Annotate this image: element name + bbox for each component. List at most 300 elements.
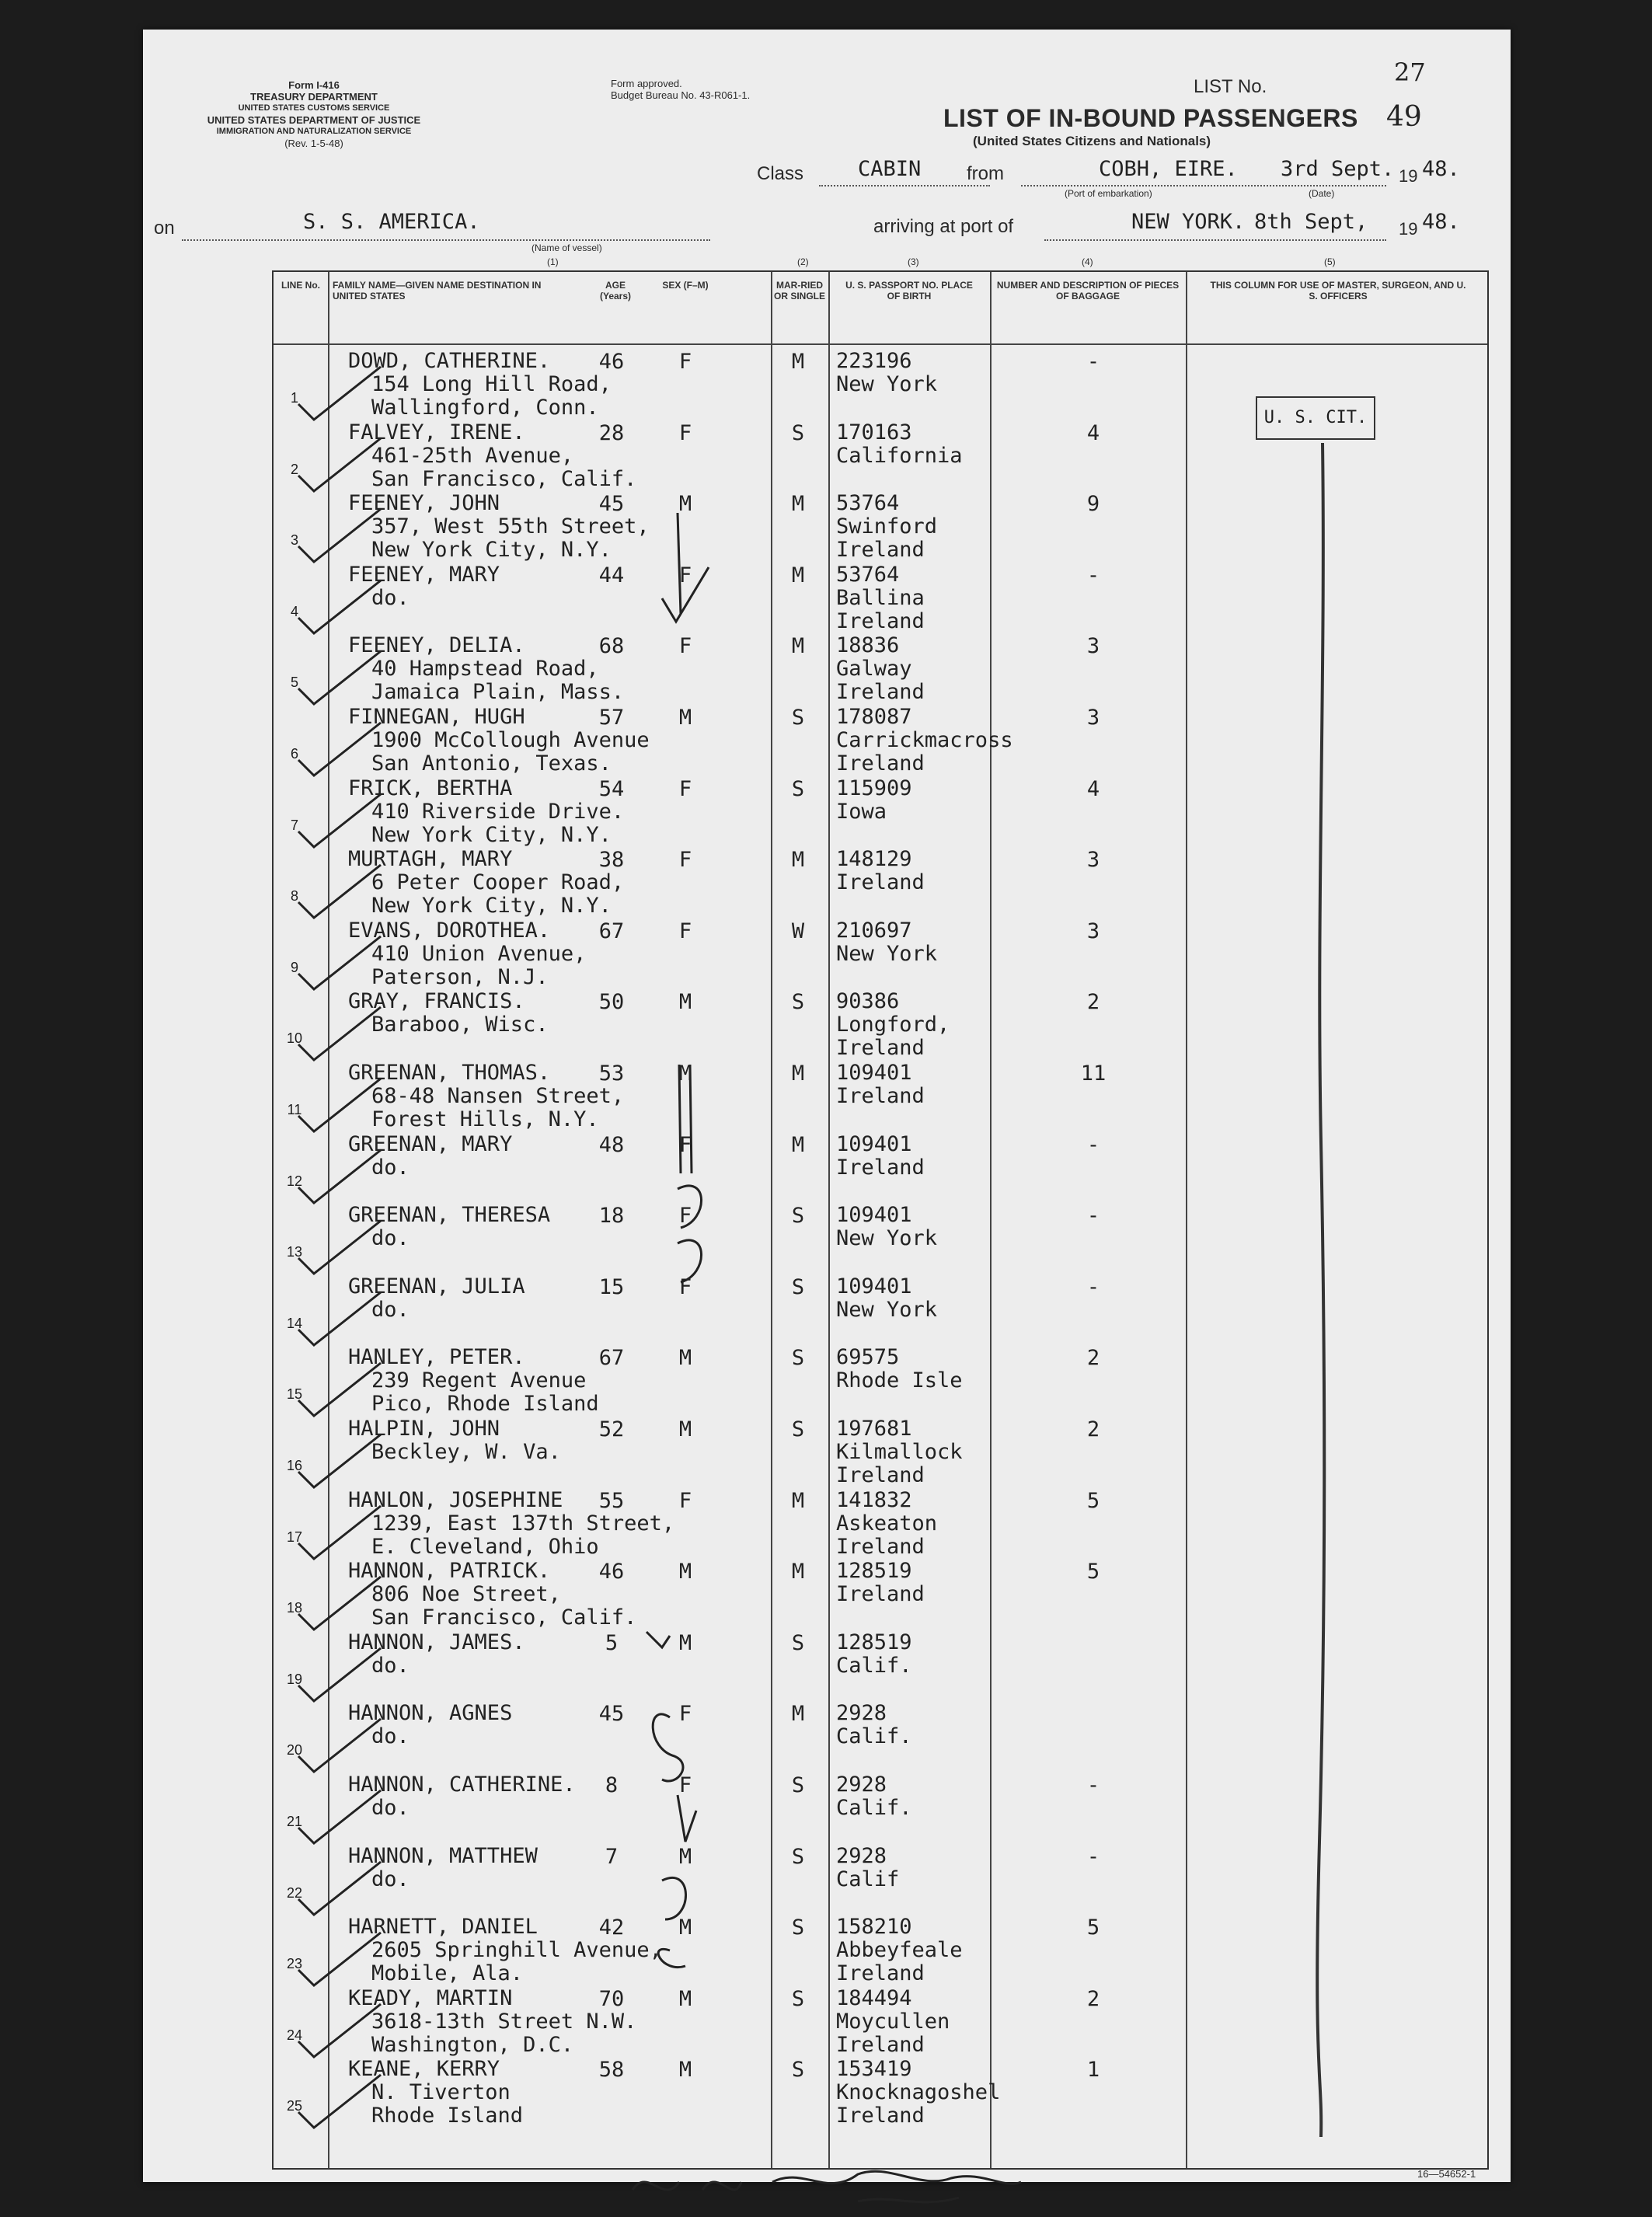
date-caption: (Date) xyxy=(1309,188,1335,199)
birthplace-line2: Ireland xyxy=(836,1036,925,1061)
passport-number: 53764 xyxy=(836,562,900,587)
passenger-entry xyxy=(348,848,624,918)
check-mark xyxy=(294,1998,387,2060)
passport-info xyxy=(836,634,925,704)
col-num-5: (5) xyxy=(1324,256,1336,267)
col-num-1: (1) xyxy=(547,256,559,267)
passenger-marital: M xyxy=(791,1061,805,1086)
handwritten-annotations xyxy=(615,505,771,1982)
passenger-sex: F xyxy=(678,1702,692,1727)
baggage-count: 2 xyxy=(1086,1417,1100,1441)
line-number: 7 xyxy=(290,817,298,833)
passenger-age: 42 xyxy=(598,1915,625,1940)
passenger-sex: F xyxy=(678,1274,692,1299)
passenger-address-line1: do. xyxy=(371,1297,410,1322)
col-header-married: MAR-RIED OR SINGLE xyxy=(774,280,826,302)
birthplace-line2: Ireland xyxy=(836,680,925,705)
birthplace-line2: Ireland xyxy=(836,1582,925,1607)
departure-year: 48. xyxy=(1422,157,1460,181)
passenger-name: HANNON, CATHERINE. xyxy=(348,1773,576,1797)
line-number: 14 xyxy=(286,1315,303,1331)
birthplace-line1: Swinford xyxy=(836,514,938,539)
passenger-age: 50 xyxy=(598,990,625,1015)
passenger-sex: F xyxy=(678,1488,692,1513)
passenger-sex: F xyxy=(678,634,692,659)
passenger-sex: M xyxy=(678,1915,692,1940)
birthplace-line1: Calif xyxy=(836,1867,900,1891)
form-number: Form I-416 xyxy=(288,79,340,91)
birthplace-line1: Askeaton xyxy=(836,1511,938,1536)
embark-caption: (Port of embarkation) xyxy=(1065,188,1152,199)
passport-info xyxy=(836,919,937,966)
passenger-marital: S xyxy=(791,1417,805,1441)
passport-info xyxy=(836,1773,912,1820)
passenger-address-line1: do. xyxy=(371,1653,410,1678)
birthplace-line2: Ireland xyxy=(836,1961,925,1986)
passenger-address-line2: Rhode Island xyxy=(371,2104,524,2128)
passenger-age: 70 xyxy=(598,1986,625,2011)
birthplace-line1: California xyxy=(836,443,963,468)
passenger-address-line2: Washington, D.C. xyxy=(371,2032,574,2057)
embark-port: COBH, EIRE. xyxy=(1099,157,1238,181)
line-number: 17 xyxy=(286,1529,303,1545)
col-header-passport: U. S. PASSPORT NO. PLACE OF BIRTH xyxy=(845,280,973,302)
passport-info xyxy=(836,1346,963,1393)
birthplace-line2: Ireland xyxy=(836,538,925,563)
passenger-address-line2: Mobile, Ala. xyxy=(371,1961,524,1986)
vessel-name: S. S. AMERICA. xyxy=(303,210,480,234)
passenger-age: 67 xyxy=(598,1346,625,1371)
passenger-address-line2: San Francisco, Calif. xyxy=(371,466,637,491)
line-number: 20 xyxy=(286,1742,303,1759)
class-value: CABIN xyxy=(858,157,922,181)
col-header-age: AGE (Years) xyxy=(599,280,632,302)
passport-number: 2928 xyxy=(836,1701,887,1726)
citizen-stamp: U. S. CIT. xyxy=(1256,396,1375,440)
passenger-name: HANNON, AGNES xyxy=(348,1701,513,1726)
line-number: 6 xyxy=(290,746,298,762)
passport-number: 158210 xyxy=(836,1915,912,1940)
baggage-count: 11 xyxy=(1080,1061,1107,1086)
passenger-sex: M xyxy=(678,990,692,1015)
check-mark xyxy=(294,1286,387,1348)
passenger-sex: M xyxy=(678,1560,692,1584)
passenger-address-line2: Pico, Rhode Island xyxy=(371,1392,599,1417)
passport-info xyxy=(836,990,950,1060)
passenger-sex: F xyxy=(678,350,692,374)
passport-number: 148129 xyxy=(836,847,912,872)
baggage-count: 4 xyxy=(1086,776,1100,801)
passport-info xyxy=(836,1845,899,1891)
passenger-name: KEANE, KERRY xyxy=(348,2057,500,2082)
passenger-age: 46 xyxy=(598,350,625,374)
class-label: Class xyxy=(757,163,804,184)
passport-info xyxy=(836,1987,950,2057)
passenger-marital: M xyxy=(791,492,805,517)
vessel-caption: (Name of vessel) xyxy=(531,242,602,253)
dept-customs: UNITED STATES CUSTOMS SERVICE xyxy=(238,103,390,113)
birthplace-line1: New York xyxy=(836,941,938,966)
arrival-date: 8th Sept, xyxy=(1254,210,1368,234)
passenger-address-line1: 68-48 Nansen Street, xyxy=(371,1084,625,1108)
dept-treasury: TREASURY DEPARTMENT xyxy=(250,91,378,103)
passenger-name: KEADY, MARTIN xyxy=(348,1985,513,2010)
passenger-sex: F xyxy=(678,1204,692,1229)
page-number: 27 xyxy=(1394,58,1426,87)
passenger-marital: S xyxy=(791,990,805,1015)
check-mark xyxy=(294,788,387,850)
passenger-marital: S xyxy=(791,1274,805,1299)
passenger-sex: F xyxy=(678,1773,692,1797)
baggage-count: - xyxy=(1086,1204,1100,1229)
birthplace-line1: Rhode Isle xyxy=(836,1368,963,1393)
birthplace-line1: New York xyxy=(836,372,938,396)
passenger-sex: F xyxy=(678,563,692,587)
col-num-2: (2) xyxy=(797,256,809,267)
passenger-marital: W xyxy=(791,919,805,943)
passenger-age: 57 xyxy=(598,706,625,730)
birthplace-line2: Ireland xyxy=(836,751,925,776)
line-number: 9 xyxy=(290,959,298,975)
passport-number: 210697 xyxy=(836,918,912,943)
passenger-address-line1: 239 Regent Avenue xyxy=(371,1368,587,1393)
passenger-entry xyxy=(348,350,612,420)
passenger-name: HANNON, JAMES. xyxy=(348,1630,525,1654)
passenger-marital: M xyxy=(791,634,805,659)
passenger-age: 45 xyxy=(598,1702,625,1727)
passenger-address-line1: N. Tiverton xyxy=(371,2080,511,2105)
line-number: 19 xyxy=(286,1671,303,1687)
form-header-left xyxy=(190,79,438,149)
passenger-sex: M xyxy=(678,1346,692,1371)
col-header-line: LINE No. xyxy=(281,280,320,291)
birthplace-line2: Ireland xyxy=(836,1084,925,1108)
passenger-age: 58 xyxy=(598,2058,625,2083)
passenger-age: 55 xyxy=(598,1488,625,1513)
baggage-count: 5 xyxy=(1086,1488,1100,1513)
birthplace-line2: Ireland xyxy=(836,870,925,895)
birthplace-line1: Carrickmacross xyxy=(836,728,1013,752)
passenger-marital: S xyxy=(791,776,805,801)
passport-info xyxy=(836,1061,925,1108)
birthplace-line1: New York xyxy=(836,1297,938,1322)
passenger-marital: M xyxy=(791,350,805,374)
line-number: 25 xyxy=(286,2098,303,2114)
passenger-name: EVANS, DOROTHEA. xyxy=(348,918,551,943)
baggage-count: 3 xyxy=(1086,919,1100,943)
baggage-count: - xyxy=(1086,563,1100,587)
passenger-address-line1: do. xyxy=(371,1155,410,1180)
dept-ins: IMMIGRATION AND NATURALIZATION SERVICE xyxy=(216,127,412,136)
passenger-address-line1: Beckley, W. Va. xyxy=(371,1440,561,1464)
passport-number: 109401 xyxy=(836,1061,912,1085)
passenger-name: FALVEY, IRENE. xyxy=(348,420,525,444)
passenger-age: 28 xyxy=(598,420,625,445)
check-mark xyxy=(294,645,387,707)
passenger-name: GREENAN, JULIA xyxy=(348,1274,525,1298)
manifest-page xyxy=(143,30,1511,2182)
baggage-count: - xyxy=(1086,1844,1100,1869)
passenger-marital: S xyxy=(791,2058,805,2083)
passenger-address-line1: 154 Long Hill Road, xyxy=(371,372,612,396)
baggage-count: 2 xyxy=(1086,1986,1100,2011)
passenger-name: GREENAN, THOMAS. xyxy=(348,1061,551,1085)
line-number: 21 xyxy=(286,1814,303,1829)
line-number: 18 xyxy=(286,1600,303,1616)
passenger-address-line1: 6 Peter Cooper Road, xyxy=(371,870,625,895)
col-header-officers: THIS COLUMN FOR USE OF MASTER, SURGEON, AND U. S. OFFICERS xyxy=(1210,280,1466,302)
passenger-marital: S xyxy=(791,1630,805,1655)
passport-number: 69575 xyxy=(836,1345,900,1370)
passport-number: 184494 xyxy=(836,1985,912,2010)
birthplace-line1: Knocknagoshel xyxy=(836,2080,1001,2105)
passenger-sex: M xyxy=(678,2058,692,2083)
approved-text: Form approved. xyxy=(611,78,682,89)
passenger-marital: S xyxy=(791,1844,805,1869)
line-number: 13 xyxy=(286,1244,303,1260)
baggage-count: 1 xyxy=(1086,2058,1100,2083)
passenger-name: FINNEGAN, HUGH xyxy=(348,705,525,729)
birthplace-line2: Ireland xyxy=(836,1463,925,1487)
passport-info xyxy=(836,1133,925,1180)
check-mark xyxy=(294,1357,387,1419)
baggage-count: 9 xyxy=(1086,492,1100,517)
passenger-address-line1: do. xyxy=(371,1226,410,1251)
check-mark xyxy=(294,503,387,565)
col-header-sex: SEX (F–M) xyxy=(662,280,709,291)
passenger-age: 5 xyxy=(605,1630,619,1655)
passenger-marital: M xyxy=(791,848,805,873)
passenger-marital: M xyxy=(791,1488,805,1513)
passport-info xyxy=(836,848,925,894)
passport-number: 115909 xyxy=(836,776,912,800)
passport-number: 109401 xyxy=(836,1131,912,1156)
line-number: 4 xyxy=(290,603,298,619)
passenger-sex: M xyxy=(678,1986,692,2011)
check-mark xyxy=(294,716,387,779)
passenger-marital: S xyxy=(791,1773,805,1797)
passenger-entry xyxy=(348,1061,624,1131)
passenger-name: HALPIN, JOHN xyxy=(348,1417,500,1441)
passenger-sex: F xyxy=(678,420,692,445)
passenger-sex: M xyxy=(678,1061,692,1086)
check-mark xyxy=(294,361,387,423)
date-year-prefix: 19 xyxy=(1399,166,1418,186)
passport-info xyxy=(836,1915,963,1985)
check-mark xyxy=(294,2069,387,2131)
departure-date: 3rd Sept. xyxy=(1281,157,1395,181)
baggage-count: - xyxy=(1086,1274,1100,1299)
passenger-age: 38 xyxy=(598,848,625,873)
birthplace-line1: Iowa xyxy=(836,799,887,824)
passenger-sex: F xyxy=(678,919,692,943)
check-mark xyxy=(294,1570,387,1633)
passenger-sex: M xyxy=(678,1630,692,1655)
col-num-3: (3) xyxy=(908,256,919,267)
passport-number: 170163 xyxy=(836,420,912,444)
birthplace-line1: Calif. xyxy=(836,1724,912,1749)
check-mark xyxy=(294,1144,387,1206)
line-number: 24 xyxy=(286,2027,303,2043)
revision: (Rev. 1-5-48) xyxy=(284,138,343,149)
passenger-entry xyxy=(348,634,624,704)
passenger-address-line2: Forest Hills, N.Y. xyxy=(371,1107,599,1131)
baggage-count: 3 xyxy=(1086,634,1100,659)
passenger-address-line1: do. xyxy=(371,1867,410,1891)
arrival-year: 48. xyxy=(1422,210,1460,234)
passenger-sex: M xyxy=(678,1844,692,1869)
baggage-count: 2 xyxy=(1086,1346,1100,1371)
list-no-label: LIST No. xyxy=(1194,76,1267,97)
dept-justice: UNITED STATES DEPARTMENT OF JUSTICE xyxy=(207,114,421,126)
line-number: 15 xyxy=(286,1386,303,1403)
passenger-sex: M xyxy=(678,1417,692,1441)
form-approval xyxy=(611,78,750,101)
passenger-marital: M xyxy=(791,563,805,587)
passenger-name: GREENAN, MARY xyxy=(348,1131,513,1156)
passenger-name: FEENEY, MARY xyxy=(348,562,500,587)
line-number: 10 xyxy=(286,1030,303,1047)
passenger-address-line2: Paterson, N.J. xyxy=(371,964,549,989)
passport-info xyxy=(836,706,1013,776)
baggage-count: - xyxy=(1086,1773,1100,1797)
birthplace-line1: Kilmallock xyxy=(836,1440,963,1464)
passport-number: 2928 xyxy=(836,1773,887,1797)
passenger-address-line1: 1900 McCollough Avenue xyxy=(371,728,650,752)
arrival-year-prefix: 19 xyxy=(1399,219,1418,239)
passenger-address-line2: Wallingford, Conn. xyxy=(371,396,599,420)
passenger-age: 15 xyxy=(598,1274,625,1299)
arriving-label: arriving at port of xyxy=(873,216,1014,237)
passenger-name: MURTAGH, MARY xyxy=(348,847,513,872)
passenger-marital: S xyxy=(791,1346,805,1371)
passenger-name: HANLON, JOSEPHINE xyxy=(348,1487,563,1512)
passenger-sex: F xyxy=(678,848,692,873)
birthplace-line2: Ireland xyxy=(836,608,925,633)
passenger-address-line1: do. xyxy=(371,1724,410,1749)
col-header-family: FAMILY NAME—GIVEN NAME DESTINATION IN UNITED STATES xyxy=(333,280,542,302)
birthplace-line2: Ireland xyxy=(836,1534,925,1559)
passenger-marital: M xyxy=(791,1702,805,1727)
col-header-baggage: NUMBER AND DESCRIPTION OF PIECES OF BAGGAGE xyxy=(996,280,1180,302)
passenger-address-line2: San Antonio, Texas. xyxy=(371,751,612,776)
passport-number: 109401 xyxy=(836,1203,912,1228)
check-mark xyxy=(294,1926,387,1989)
passenger-address-line1: 3618-13th Street N.W. xyxy=(371,2009,637,2034)
page-subtitle: (United States Citizens and Nationals) xyxy=(973,134,1211,148)
page-title: LIST OF IN-BOUND PASSENGERS xyxy=(943,104,1358,132)
passenger-age: 18 xyxy=(598,1204,625,1229)
passenger-name: HANLEY, PETER. xyxy=(348,1345,525,1370)
passenger-address-line1: 410 Union Avenue, xyxy=(371,941,587,966)
passenger-age: 52 xyxy=(598,1417,625,1441)
baggage-count: - xyxy=(1086,1132,1100,1157)
check-mark xyxy=(294,1713,387,1775)
passenger-marital: M xyxy=(791,1132,805,1157)
passport-number: 197681 xyxy=(836,1417,912,1441)
passenger-age: 48 xyxy=(598,1132,625,1157)
baggage-count: 3 xyxy=(1086,848,1100,873)
passport-number: 178087 xyxy=(836,705,912,729)
check-mark xyxy=(294,1001,387,1063)
check-mark xyxy=(294,1642,387,1704)
passport-number: 109401 xyxy=(836,1274,912,1298)
passenger-marital: S xyxy=(791,1986,805,2011)
passenger-name: HANNON, MATTHEW xyxy=(348,1843,538,1868)
passport-info xyxy=(836,563,925,633)
from-label: from xyxy=(967,163,1004,184)
passenger-entry xyxy=(348,777,624,847)
passenger-age: 67 xyxy=(598,919,625,943)
passenger-age: 54 xyxy=(598,776,625,801)
passenger-address-line1: Baraboo, Wisc. xyxy=(371,1013,549,1037)
passenger-address-line1: 357, West 55th Street, xyxy=(371,514,650,539)
passenger-marital: S xyxy=(791,1204,805,1229)
passport-number: 223196 xyxy=(836,349,912,373)
check-mark xyxy=(294,1856,387,1918)
passenger-age: 45 xyxy=(598,492,625,517)
check-mark xyxy=(294,432,387,494)
passenger-name: DOWD, CATHERINE. xyxy=(348,349,551,373)
passport-info xyxy=(836,1560,925,1606)
passenger-address-line1: 1239, East 137th Street, xyxy=(371,1511,675,1536)
check-mark xyxy=(294,930,387,992)
passport-number: 90386 xyxy=(836,989,900,1014)
passenger-address-line1: 410 Riverside Drive. xyxy=(371,799,625,824)
passport-info xyxy=(836,777,912,824)
passenger-address-line1: do. xyxy=(371,1796,410,1820)
passport-number: 128519 xyxy=(836,1559,912,1584)
line-number: 2 xyxy=(290,461,298,477)
passenger-age: 8 xyxy=(605,1773,619,1797)
birthplace-line1: Galway xyxy=(836,657,912,681)
baggage-count: 3 xyxy=(1086,706,1100,730)
form-footer-code: 16—54652-1 xyxy=(1417,2168,1476,2180)
baggage-count: 2 xyxy=(1086,990,1100,1015)
passenger-marital: S xyxy=(791,706,805,730)
passenger-address-line1: do. xyxy=(371,585,410,610)
passenger-name: FRICK, BERTHA xyxy=(348,776,513,800)
birthplace-line1: New York xyxy=(836,1226,938,1251)
passenger-address-line2: New York City, N.Y. xyxy=(371,538,612,563)
passport-info xyxy=(836,1204,937,1250)
budget-text: Budget Bureau No. 43-R061-1. xyxy=(611,89,751,101)
passenger-age: 44 xyxy=(598,563,625,587)
line-number: 1 xyxy=(290,390,298,406)
line-number: 16 xyxy=(286,1458,303,1473)
passport-number: 18836 xyxy=(836,633,900,658)
passport-info xyxy=(836,2058,1000,2128)
passport-info xyxy=(836,421,963,468)
check-mark xyxy=(294,1784,387,1846)
check-mark xyxy=(294,1215,387,1277)
passenger-age: 46 xyxy=(598,1560,625,1584)
passport-number: 53764 xyxy=(836,491,900,516)
passport-info xyxy=(836,1275,937,1322)
birthplace-line1: Longford, xyxy=(836,1013,950,1037)
passport-info xyxy=(836,350,937,396)
line-number: 22 xyxy=(286,1884,303,1901)
passport-number: 153419 xyxy=(836,2057,912,2082)
passport-number: 2928 xyxy=(836,1843,887,1868)
line-number: 3 xyxy=(290,532,298,549)
passport-info xyxy=(836,1489,937,1559)
passenger-address-line2: E. Cleveland, Ohio xyxy=(371,1534,599,1559)
passenger-address-line1: 2605 Springhill Avenue, xyxy=(371,1938,662,1963)
baggage-count: 4 xyxy=(1086,420,1100,445)
birthplace-line2: Ireland xyxy=(836,2104,925,2128)
birthplace-line1: Calif. xyxy=(836,1796,912,1820)
